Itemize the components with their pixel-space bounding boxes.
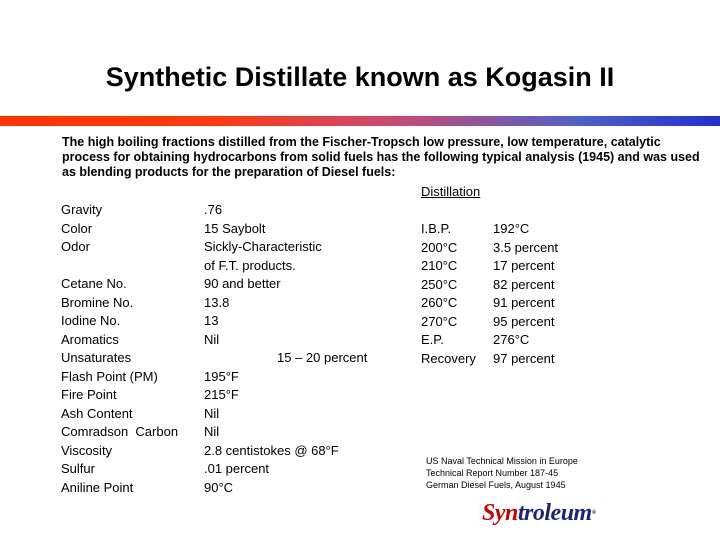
property-value: 13 [204,313,219,328]
distillation-result: 192°C [493,221,530,236]
syntroleum-logo [482,500,596,526]
property-value: Nil [204,331,220,347]
logo-part-2: troleum [517,500,592,526]
property-label: Odor [61,239,90,254]
distillation-result: 91 percent [493,295,555,310]
property-value: .01 percent [204,461,270,476]
distillation-result: 3.5 percent [493,239,559,255]
property-value: 15 Saybolt [204,220,266,236]
property-value: 90 and better [204,276,281,291]
property-label: Sulfur [61,461,95,476]
property-label: Color [61,220,93,236]
property-label: Ash Content [61,405,133,421]
property-label: Bromine No. [61,294,134,310]
property-value: Sickly-Characteristic [204,239,322,254]
source-citation [426,455,578,491]
distillation-result: 276°C [493,332,530,347]
property-label: Gravity [61,202,103,217]
intro-paragraph: The high boiling fractions distilled from the Fischer-Tropsch low pressure, low temperature, catalytic process for obtaining hydrocarbons from solid fuels has the following typical analysis (1945) and was used as blending products for the preparation of Diesel fuels: [62,135,700,179]
source-line: Technical Report Number 187-45 [426,468,559,478]
property-value: Nil [204,405,220,421]
slide-title: Synthetic Distillate known as Kogasin II [105,62,615,92]
property-label: Iodine No. [61,313,121,328]
property-label: Viscosity [61,442,113,458]
distillation-result: 82 percent [493,276,555,292]
distillation-result: 97 percent [493,350,555,366]
distillation-temp: I.B.P. [421,221,452,236]
property-label: Unsaturates [61,350,132,365]
distillation-temp: 260°C [421,295,458,310]
property-label: Cetane No. [61,276,127,291]
distillation-temp: 250°C [421,276,458,292]
distillation-heading: Distillation [421,184,481,199]
property-label: Comradson Carbon [61,424,179,439]
property-value: of F.T. products. [204,257,296,273]
property-value: 195°F [204,368,239,384]
property-label: Fire Point [61,387,117,402]
logo-part-1: Syn [482,500,518,526]
distillation-result: 95 percent [493,313,555,329]
property-label: Flash Point (PM) [61,368,158,384]
registered-mark: ® [591,510,596,516]
property-value: 90°C [204,479,234,495]
property-label: Aromatics [61,331,119,347]
property-label: Aniline Point [61,479,134,495]
property-value: 2.8 centistokes @ 68°F [204,442,339,458]
property-value: 215°F [204,387,239,402]
distillation-temp: Recovery [421,350,476,366]
distillation-temp: 200°C [421,239,458,255]
source-line: German Diesel Fuels, August 1945 [426,480,566,490]
distillation-temp: 270°C [421,313,458,329]
property-value: 13.8 [204,294,230,310]
source-line: US Naval Technical Mission in Europe [426,456,578,466]
distillation-temp: E.P. [421,332,444,347]
distillation-result: 17 percent [493,258,555,273]
property-value: .76 [204,202,223,217]
property-value: 15 – 20 percent [277,350,368,365]
gradient-divider [0,116,720,126]
property-value: Nil [204,424,220,439]
distillation-temp: 210°C [421,258,458,273]
